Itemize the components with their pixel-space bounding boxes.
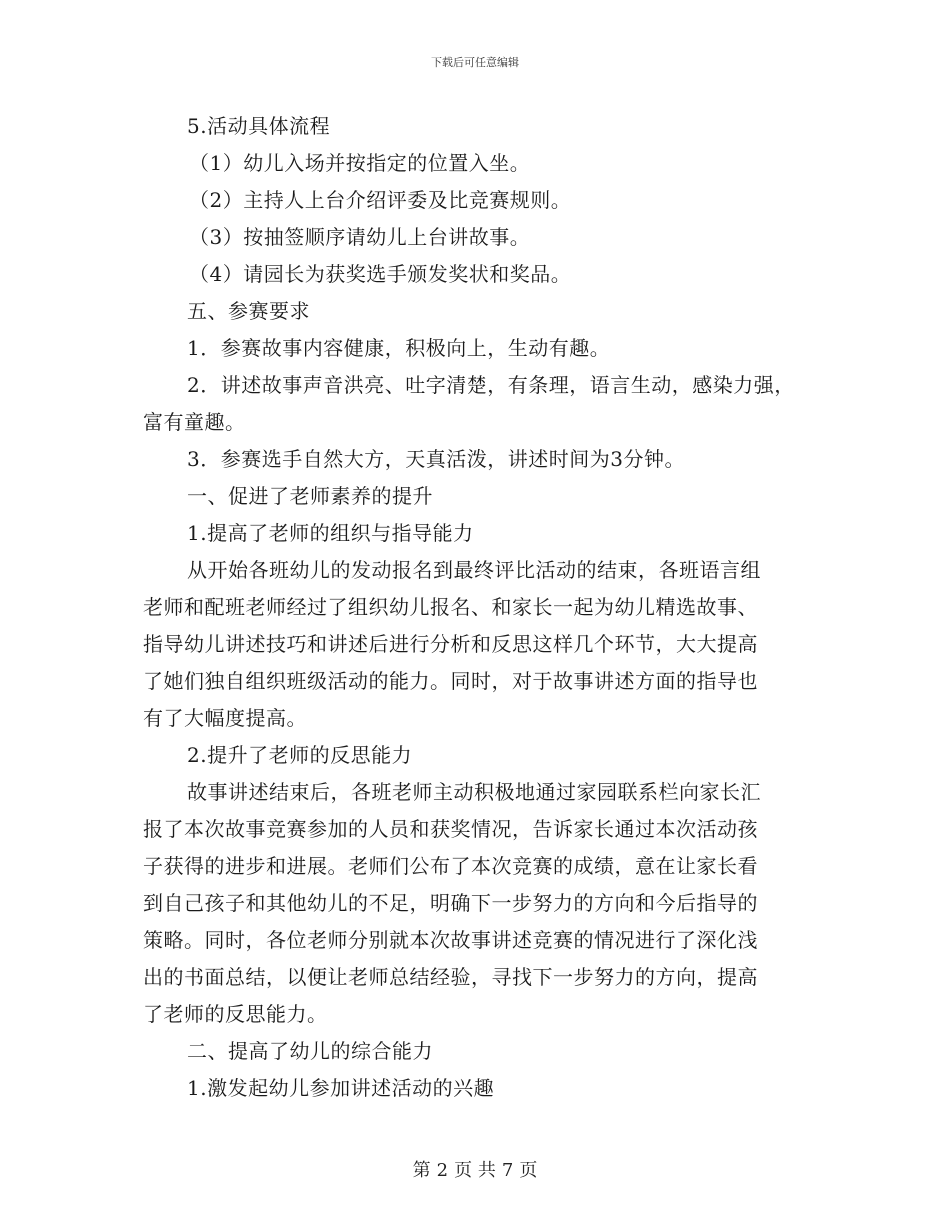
footer-prefix: 第 bbox=[412, 1160, 431, 1181]
footer-total-pages: 7 bbox=[501, 1160, 514, 1181]
text-line: 2.提升了老师的反思能力 bbox=[187, 743, 413, 767]
text-line: 了老师的反思能力。 bbox=[143, 1002, 328, 1026]
footer-page-number: 2 bbox=[436, 1160, 449, 1181]
text-line: 富有童趣。 bbox=[143, 410, 246, 434]
footer-suffix: 页 bbox=[519, 1160, 538, 1181]
text-line: 一、促进了老师素养的提升 bbox=[187, 484, 433, 508]
text-line: 指导幼儿讲述技巧和讲述后进行分析和反思这样几个环节，大大提高 bbox=[143, 632, 758, 656]
text-line: 二、提高了幼儿的综合能力 bbox=[187, 1039, 433, 1063]
text-line: 到自己孩子和其他幼儿的不足，明确下一步努力的方向和今后指导的 bbox=[143, 891, 758, 915]
text-line: 5.活动具体流程 bbox=[187, 114, 331, 138]
text-line: 出的书面总结，以便让老师总结经验，寻找下一步努力的方向，提高 bbox=[143, 965, 758, 989]
text-line: 了她们独自组织班级活动的能力。同时，对于故事讲述方面的指导也 bbox=[143, 669, 758, 693]
text-line: （4）请园长为获奖选手颁发奖状和奖品。 bbox=[189, 262, 572, 286]
text-line: 故事讲述结束后，各班老师主动积极地通过家园联系栏向家长汇 bbox=[187, 780, 761, 804]
text-line: 1．参赛故事内容健康，积极向上，生动有趣。 bbox=[187, 336, 611, 360]
page-footer bbox=[0, 1156, 950, 1182]
document-body bbox=[143, 108, 823, 1107]
text-line: 子获得的进步和进展。老师们公布了本次竞赛的成绩，意在让家长看 bbox=[143, 854, 758, 878]
footer-mid: 页 共 bbox=[454, 1160, 496, 1181]
text-line: 有了大幅度提高。 bbox=[143, 706, 307, 730]
text-line: 五、参赛要求 bbox=[187, 299, 310, 323]
text-line: 从开始各班幼儿的发动报名到最终评比活动的结束，各班语言组 bbox=[187, 558, 761, 582]
page-header: 下载后可任意编辑 bbox=[431, 56, 519, 69]
text-line: 2．讲述故事声音洪亮、吐字清楚，有条理，语言生动，感染力强， bbox=[187, 373, 795, 397]
text-line: 老师和配班老师经过了组织幼儿报名、和家长一起为幼儿精选故事、 bbox=[143, 595, 758, 619]
text-line: （1）幼儿入场并按指定的位置入坐。 bbox=[189, 151, 531, 175]
text-line: 报了本次故事竞赛参加的人员和获奖情况，告诉家长通过本次活动孩 bbox=[143, 817, 758, 841]
text-line: 3．参赛选手自然大方，天真活泼，讲述时间为3分钟。 bbox=[187, 447, 685, 471]
text-line: 1.提高了老师的组织与指导能力 bbox=[187, 521, 474, 545]
text-line: （3）按抽签顺序请幼儿上台讲故事。 bbox=[189, 225, 531, 249]
text-line: （2）主持人上台介绍评委及比竞赛规则。 bbox=[189, 188, 572, 212]
text-line: 1.激发起幼儿参加讲述活动的兴趣 bbox=[187, 1076, 495, 1100]
text-line: 策略。同时，各位老师分别就本次故事讲述竞赛的情况进行了深化浅 bbox=[143, 928, 758, 952]
